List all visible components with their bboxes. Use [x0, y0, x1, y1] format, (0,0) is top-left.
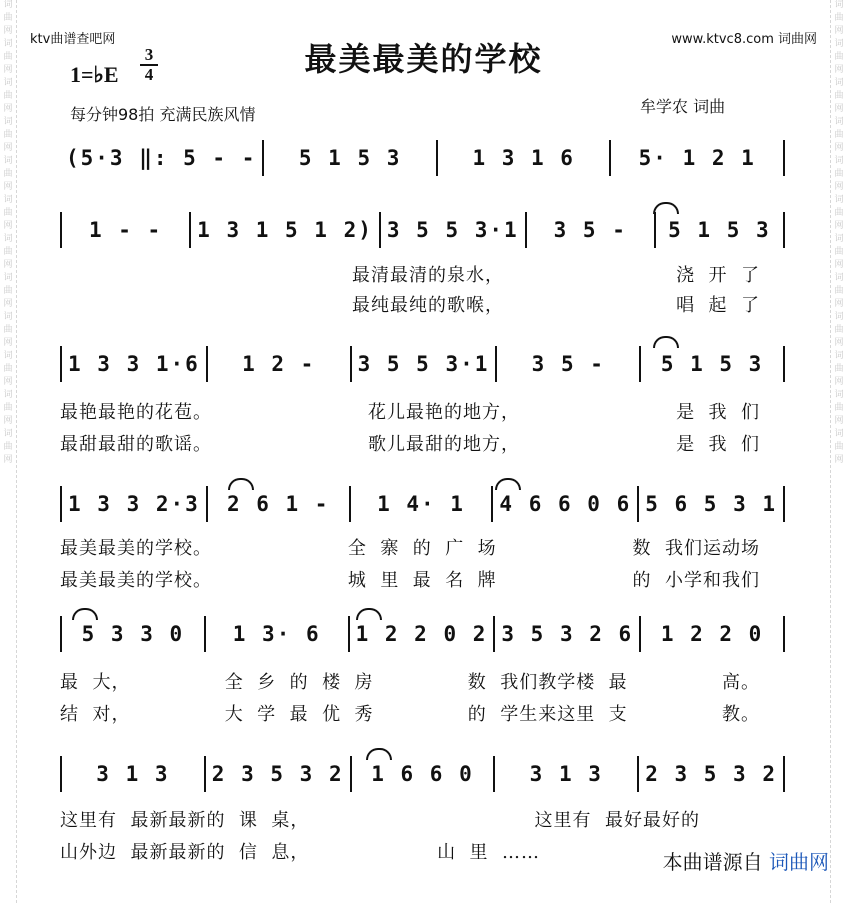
footer-brand: 词曲网 [769, 850, 829, 874]
watermark-char: 曲 [3, 286, 13, 296]
lyric-phrase: 花儿最艳的地方， [368, 402, 521, 423]
divider-left [16, 0, 17, 903]
watermark-char: 曲 [834, 13, 844, 23]
lyric-line [60, 291, 760, 317]
watermark-char: 词 [834, 390, 844, 400]
source-label-right: www.ktvc8.com 词曲网 [671, 32, 817, 47]
lyric-line [60, 398, 760, 424]
watermark-char: 词 [834, 78, 844, 88]
watermark-char: 曲 [834, 91, 844, 101]
measure: 3 1 3 [529, 762, 603, 786]
notation-row-5 [60, 612, 785, 656]
watermark-char: 词 [3, 117, 13, 127]
lyric-line [60, 838, 540, 864]
watermark-char: 曲 [834, 169, 844, 179]
measure: 3 5 3 2 6 [501, 622, 634, 646]
watermark-char: 词 [3, 234, 13, 244]
lyric-phrase: 全 乡 的 楼 房 [224, 672, 374, 693]
lyric-phrase: 最美最美的学校。 [60, 570, 212, 591]
tie-mark [495, 478, 521, 490]
measure: 3 5 5 3·1 [386, 218, 519, 242]
author-credit: 牟学农 词曲 [640, 97, 726, 116]
watermark-char: 网 [834, 377, 844, 387]
measure: 2 3 5 3 2 [211, 762, 344, 786]
watermark-char: 词 [834, 39, 844, 49]
notation-row-3 [60, 342, 785, 386]
key-signature: 1=♭E [70, 62, 119, 87]
lyric-line [60, 668, 760, 694]
measure: 2 3 5 3 2 [645, 762, 777, 786]
watermark-char: 词 [3, 195, 13, 205]
watermark-char: 词 [834, 312, 844, 322]
watermark-char: 网 [3, 377, 13, 387]
watermark-char: 网 [834, 182, 844, 192]
watermark-char: 网 [834, 299, 844, 309]
lyric-phrase: 高。 [721, 672, 760, 693]
tie-mark [653, 202, 679, 214]
source-label-left: ktv曲谱查吧网 [30, 32, 116, 47]
lyric-phrase: 是 我 们 [676, 402, 760, 423]
notation-row-2 [60, 208, 785, 252]
watermark-char: 曲 [834, 208, 844, 218]
footer-credit [663, 846, 829, 875]
tie-mark [228, 478, 254, 490]
watermark-char: 网 [3, 338, 13, 348]
watermark-char: 曲 [3, 208, 13, 218]
watermark-char: 词 [834, 429, 844, 439]
measure: 5 1 5 3 [668, 218, 771, 242]
measure: 1 2 - [242, 352, 316, 376]
watermark-char: 词 [834, 0, 844, 10]
measure: (5·3 ‖: 5 - - [66, 146, 257, 170]
song-title: 最美最美的学校 [304, 40, 543, 78]
watermark-char: 网 [834, 260, 844, 270]
tempo-marking: 每分钟98拍 充满民族风情 [70, 105, 256, 124]
barline [783, 212, 785, 248]
measure: 5 6 5 3 1 [645, 492, 778, 516]
lyric-phrase: 最艳最艳的花苞。 [60, 402, 212, 423]
lyric-phrase: 山 里 …… [437, 842, 540, 863]
measure: 2 6 1 - [226, 492, 330, 516]
lyric-line [60, 430, 760, 456]
measure: 1 4· 1 [377, 492, 465, 516]
watermark-char: 词 [3, 429, 13, 439]
lyric-phrase: 最甜最甜的歌谣。 [60, 434, 212, 455]
watermark-char: 曲 [834, 403, 844, 413]
measure: 1 3 3 2·3 [68, 492, 200, 516]
measure: 3 1 3 [96, 762, 170, 786]
watermark-char: 词 [3, 273, 13, 283]
divider-right [830, 0, 831, 903]
watermark-char: 网 [834, 65, 844, 75]
measure: 5 3 3 0 [81, 622, 185, 646]
measure: 3 5 5 3·1 [357, 352, 490, 376]
tie-mark [72, 608, 98, 620]
watermark-char: 网 [3, 26, 13, 36]
watermark-char: 网 [834, 221, 844, 231]
watermark-char: 网 [834, 416, 844, 426]
watermark-char: 词 [3, 390, 13, 400]
watermark-char: 曲 [3, 325, 13, 335]
watermark-char: 词 [834, 351, 844, 361]
watermark-char: 网 [834, 143, 844, 153]
watermark-char: 曲 [834, 52, 844, 62]
measure: 1 3 1 5 1 2) [197, 218, 373, 242]
watermark-char: 词 [834, 195, 844, 205]
watermark-char: 曲 [834, 286, 844, 296]
watermark-char: 网 [3, 65, 13, 75]
watermark-char: 网 [3, 299, 13, 309]
watermark-char: 网 [834, 104, 844, 114]
lyric-phrase: 山外边 最新最新的 信 息， [60, 842, 310, 863]
watermark-char: 词 [834, 273, 844, 283]
notation-row-4 [60, 482, 785, 526]
lyric-line [60, 534, 760, 560]
watermark-char: 曲 [3, 91, 13, 101]
lyric-line [60, 700, 760, 726]
barline [783, 140, 785, 176]
watermark-char: 曲 [3, 169, 13, 179]
lyric-phrase: 这里有 最好最好的 [534, 810, 700, 831]
lyric-phrase: 城 里 最 名 牌 [347, 570, 497, 591]
barline [783, 486, 785, 522]
measure: 1 2 2 0 [660, 622, 764, 646]
lyric-phrase: 最美最美的学校。 [60, 538, 212, 559]
watermark-char: 曲 [834, 247, 844, 257]
watermark-char: 曲 [834, 130, 844, 140]
watermark-char: 曲 [834, 442, 844, 452]
watermark-char: 曲 [834, 325, 844, 335]
watermark-char: 网 [3, 455, 13, 465]
watermark-char: 曲 [3, 130, 13, 140]
watermark-char: 曲 [3, 13, 13, 23]
lyric-phrase: 最清最清的泉水， [352, 265, 504, 286]
lyric-phrase: 的 小学和我们 [632, 570, 760, 591]
measure: 1 3 3 1·6 [68, 352, 200, 376]
watermark-char: 词 [3, 0, 13, 10]
lyric-phrase: 全 寨 的 广 场 [347, 538, 497, 559]
watermark-char: 词 [834, 234, 844, 244]
lyric-line [60, 261, 760, 287]
lyric-phrase: 浇 开 了 [676, 265, 760, 286]
barline [783, 346, 785, 382]
watermark-char: 词 [3, 156, 13, 166]
tie-mark [366, 748, 392, 760]
measure: 1 - - [88, 218, 163, 242]
barline [783, 616, 785, 652]
watermark-char: 曲 [3, 247, 13, 257]
watermark-char: 曲 [3, 364, 13, 374]
lyric-phrase: 最纯最纯的歌喉， [352, 295, 504, 316]
lyric-phrase: 这里有 最新最新的 课 桌， [60, 810, 310, 831]
watermark-char: 词 [834, 156, 844, 166]
watermark-char: 词 [3, 78, 13, 88]
measure: 1 3 1 6 [472, 146, 575, 170]
notation-row-1 [60, 136, 785, 180]
barline [783, 756, 785, 792]
measure: 5 1 5 3 [298, 146, 402, 170]
lyric-phrase: 的 学生来这里 支 [467, 704, 628, 725]
measure: 1 3· 6 [232, 622, 321, 646]
time-signature-top: 3 [144, 45, 154, 64]
watermark-char: 曲 [3, 403, 13, 413]
watermark-char: 网 [3, 143, 13, 153]
watermark-char: 网 [3, 260, 13, 270]
lyric-phrase: 教。 [721, 704, 760, 725]
watermark-char: 词 [3, 39, 13, 49]
tie-mark [356, 608, 382, 620]
lyric-line [60, 566, 760, 592]
watermark-char: 网 [834, 455, 844, 465]
measure: 1 6 6 0 [371, 762, 474, 786]
watermark-char: 网 [3, 416, 13, 426]
lyric-phrase: 是 我 们 [676, 434, 760, 455]
measure: 5· 1 2 1 [638, 146, 756, 170]
lyric-phrase: 歌儿最甜的地方， [368, 434, 521, 455]
watermark-char: 词 [3, 351, 13, 361]
watermark-char: 曲 [3, 52, 13, 62]
measure: 3 5 - [553, 218, 627, 242]
watermark-char: 网 [3, 182, 13, 192]
watermark-char: 曲 [834, 364, 844, 374]
lyric-line [60, 806, 700, 832]
lyric-phrase: 大 学 最 优 秀 [224, 704, 374, 725]
watermark-char: 词 [3, 312, 13, 322]
measure: 4 6 6 0 6 [499, 492, 632, 516]
time-signature [140, 46, 158, 84]
watermark-right [833, 0, 845, 903]
tie-mark [653, 336, 679, 348]
watermark-char: 网 [834, 338, 844, 348]
lyric-phrase: 数 我们运动场 [632, 538, 760, 559]
watermark-char: 词 [834, 117, 844, 127]
time-signature-bottom: 4 [140, 64, 158, 84]
lyric-phrase: 数 我们教学楼 最 [467, 672, 628, 693]
watermark-char: 网 [3, 221, 13, 231]
measure: 5 1 5 3 [660, 352, 764, 376]
lyric-phrase: 最 大， [60, 672, 131, 693]
measure: 1 2 2 0 2 [355, 622, 488, 646]
watermark-char: 网 [834, 26, 844, 36]
footer-prefix: 本曲谱源自 [662, 850, 763, 874]
watermark-char: 网 [3, 104, 13, 114]
watermark-char: 曲 [3, 442, 13, 452]
measure: 3 5 - [531, 352, 605, 376]
notation-row-6 [60, 752, 785, 796]
lyric-phrase: 唱 起 了 [676, 295, 760, 316]
lyric-phrase: 结 对， [60, 704, 131, 725]
watermark-left [2, 0, 14, 903]
